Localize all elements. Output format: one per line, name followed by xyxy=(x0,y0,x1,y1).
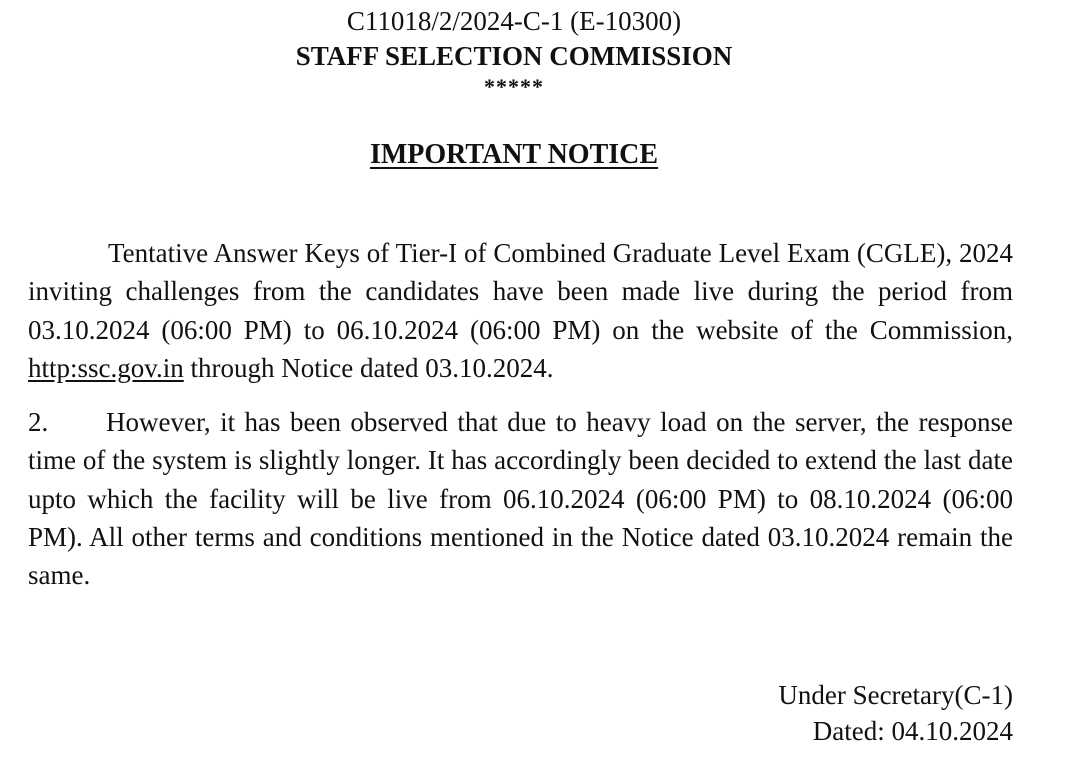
paragraph-1-text-start: Tentative Answer Keys of Tier-I of Combined Graduate Level Exam (CGLE), 2024 inviting challenges from the candidates have been made live during the period from 03.10.2024 (06:00 PM) to 06.10.2024 (06:00 PM) on the website of the Commission, xyxy=(28,238,1013,345)
signatory-designation: Under Secretary(C-1) xyxy=(778,680,1013,710)
header-separator: ***** xyxy=(484,74,544,99)
paragraph-2 xyxy=(28,403,1013,594)
paragraph-2-number: 2. xyxy=(28,407,49,437)
website-link[interactable]: http:ssc.gov.in xyxy=(28,352,184,383)
signature-block xyxy=(778,677,1013,749)
file-number: C11018/2/2024-C-1 (E-10300) xyxy=(346,6,682,36)
paragraph-1 xyxy=(28,234,1013,387)
notice-title: IMPORTANT NOTICE xyxy=(369,139,659,170)
paragraph-1-text-end: through Notice dated 03.10.2024. xyxy=(183,352,554,383)
signature-date: Dated: 04.10.2024 xyxy=(812,716,1013,746)
organization-name: STAFF SELECTION COMMISSION xyxy=(295,41,733,71)
paragraph-2-text: However, it has been observed that due to heavy load on the server, the response time of the system is slightly longer. It has accordingly been decided to extend the last date upto which the facility will be live from 06.10.2024 (06:00 PM) to 08.10.2024 (06:00 PM). All other terms and conditions mentioned in the Notice dated 03.10.2024 remain the same. xyxy=(28,407,1013,591)
